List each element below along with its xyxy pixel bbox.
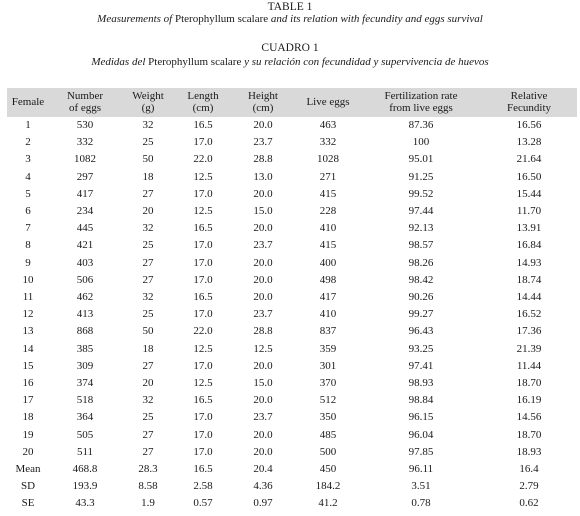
table-cell: 14	[22, 342, 34, 355]
table-cell: 837	[319, 325, 337, 338]
table-cell: SD	[20, 480, 36, 493]
table-cell: 410	[319, 308, 337, 321]
table-cell: 23.7	[253, 239, 273, 252]
table-row	[7, 409, 577, 426]
table-row	[7, 220, 577, 237]
table-cell: 20.0	[253, 359, 273, 372]
table-cell: 43.3	[75, 497, 95, 510]
measurements-table	[7, 88, 577, 513]
column-header-line1: Weight	[132, 89, 164, 102]
table-cell: 374	[76, 377, 94, 390]
table-cell: 32	[142, 222, 154, 235]
table-cell: 2.79	[519, 480, 539, 493]
table-cell: 50	[142, 153, 154, 166]
table-cell: 1.9	[141, 497, 155, 510]
table-row	[7, 117, 577, 134]
table-cell: 403	[76, 256, 94, 269]
table-cell: 271	[319, 170, 337, 183]
table-cell: 498	[319, 273, 337, 286]
table-cell: 96.15	[408, 411, 434, 424]
table-cell: 87.36	[408, 119, 434, 131]
table-row	[7, 134, 577, 151]
table-cell: 193.9	[72, 480, 98, 493]
table-cell: 1082	[74, 153, 96, 166]
table-title-english	[0, 13, 580, 26]
table-cell: 4	[25, 170, 31, 183]
column-header	[231, 88, 295, 117]
table-cell: 332	[319, 136, 337, 149]
table-cell: 100	[412, 136, 430, 149]
table-cell: 500	[319, 445, 337, 458]
table-cell: 17	[22, 394, 34, 407]
table-cell: 13.91	[516, 222, 542, 235]
table-cell: 350	[319, 411, 337, 424]
column-header-line2: (cm)	[252, 102, 274, 114]
table-cell: 17.0	[193, 273, 213, 286]
table-cell: 99.52	[408, 187, 434, 200]
table-cell: 15.0	[253, 377, 273, 390]
table-cell: 16.5	[193, 291, 213, 304]
table-cell: 0.62	[519, 497, 539, 510]
table-cell: 22.0	[193, 325, 213, 338]
table-cell: 2.58	[193, 480, 213, 493]
table-cell: 20.0	[253, 445, 273, 458]
table-cell: Mean	[15, 463, 41, 476]
table-cell: 20.0	[253, 291, 273, 304]
table-cell: 301	[319, 359, 337, 372]
table-cell: 1028	[317, 153, 339, 166]
table-cell: 27	[142, 428, 154, 441]
column-header-line1: Fertilization rate	[384, 89, 458, 102]
table-cell: 11.70	[516, 205, 542, 218]
table-cell: 18.70	[516, 377, 542, 390]
table-cell: 41.2	[318, 497, 338, 510]
table-cell: 97.44	[408, 205, 434, 218]
table-cell: 16.50	[516, 170, 542, 183]
table-cell: 27	[142, 187, 154, 200]
table-label: TABLE 1	[267, 1, 313, 13]
table-row	[7, 306, 577, 323]
table-cell: 20.0	[253, 119, 273, 131]
table-cell: 27	[142, 256, 154, 269]
table-row	[7, 461, 577, 478]
table-cell: 12	[22, 308, 34, 321]
column-header-line1: Relative	[510, 89, 548, 102]
table-cell: 3	[25, 153, 31, 166]
table-cell: 98.42	[408, 273, 434, 286]
table-row	[7, 186, 577, 203]
table-cell: 20.0	[253, 222, 273, 235]
table-cell: 10	[22, 273, 34, 286]
table-cell: 25	[142, 136, 154, 149]
table-cell: 16.5	[193, 119, 213, 131]
table-cell: 98.93	[408, 377, 434, 390]
table-cell: 463	[319, 119, 337, 131]
table-row	[7, 444, 577, 461]
table-cell: 18	[22, 411, 34, 424]
table-cell: 410	[319, 222, 337, 235]
table-cell: 9	[25, 256, 31, 269]
table-cell: 13.0	[253, 170, 273, 183]
table-cell: 96.43	[408, 325, 434, 338]
table-cell: 95.01	[408, 153, 434, 166]
table-cell: 415	[319, 239, 337, 252]
table-cell: 96.04	[408, 428, 434, 441]
column-header	[175, 88, 231, 117]
table-cell: 15	[22, 359, 34, 372]
table-cell: 364	[76, 411, 94, 424]
table-cell: 92.13	[408, 222, 434, 235]
column-header	[481, 88, 577, 117]
table-cell: 16.4	[519, 463, 539, 476]
table-cell: 385	[76, 342, 94, 355]
table-cell: 91.25	[408, 170, 434, 183]
table-cell: 20	[142, 205, 154, 218]
table-cell: 27	[142, 445, 154, 458]
table-title-spanish	[0, 56, 580, 69]
table-cell: 518	[76, 394, 94, 407]
header-row	[7, 88, 577, 117]
table-cell: 1	[25, 119, 31, 131]
table-cell: 415	[319, 187, 337, 200]
column-header-line2: from live eggs	[389, 102, 453, 114]
title-species: Pterophyllum scalare	[174, 13, 269, 25]
table-cell: 468.8	[72, 463, 98, 476]
column-header-line1: Female	[11, 95, 45, 108]
table-cell: 32	[142, 394, 154, 407]
column-header-line1: Live eggs	[306, 95, 350, 108]
table-cell: 17.0	[193, 239, 213, 252]
table-cell: 450	[319, 463, 337, 476]
table-row	[7, 272, 577, 289]
table-cell: 50	[142, 325, 154, 338]
table-cell: 2	[25, 136, 31, 149]
table-cell: 17.0	[193, 428, 213, 441]
table-cell: 25	[142, 239, 154, 252]
table-cell: 28.8	[253, 325, 273, 338]
table-cell: 18	[142, 170, 154, 183]
column-header	[121, 88, 175, 117]
table-cell: 96.11	[408, 463, 434, 476]
table-cell: 17.0	[193, 411, 213, 424]
table-cell: 6	[25, 205, 31, 218]
table-cell: 184.2	[315, 480, 341, 493]
table-cell: 14.44	[516, 291, 542, 304]
table-cell: 13.28	[516, 136, 542, 149]
table-cell: 16	[22, 377, 34, 390]
title-after: and its relation with fecundity and eggs survival	[268, 13, 483, 25]
table-cell: 309	[76, 359, 94, 372]
table-body	[7, 117, 577, 513]
table-cell: 98.26	[408, 256, 434, 269]
table-cell: 400	[319, 256, 337, 269]
table-cell: 13	[22, 325, 34, 338]
table-cell: 99.27	[408, 308, 434, 321]
table-cell: 90.26	[408, 291, 434, 304]
table-row	[7, 203, 577, 220]
table-cell: 413	[76, 308, 94, 321]
title-before: Measurements of	[97, 13, 175, 25]
titulo-species: Pterophyllum scalare	[148, 56, 242, 68]
table-cell: 18.70	[516, 428, 542, 441]
table-cell: 17.0	[193, 256, 213, 269]
table-cell: 20.0	[253, 187, 273, 200]
table-cell: 23.7	[253, 411, 273, 424]
table-cell: 20.0	[253, 273, 273, 286]
table-cell: 530	[76, 119, 94, 131]
column-header-line2: (cm)	[192, 102, 214, 114]
titulo-before: Medidas del	[91, 56, 149, 68]
table-cell: 506	[76, 273, 94, 286]
table-cell: 332	[76, 136, 94, 149]
table-cell: 417	[76, 187, 94, 200]
table-cell: 22.0	[193, 153, 213, 166]
column-header	[49, 88, 121, 117]
table-cell: 11	[22, 291, 34, 304]
table-cell: 17.0	[193, 136, 213, 149]
column-header	[361, 88, 481, 117]
table-cell: 19	[22, 428, 34, 441]
table-cell: 27	[142, 359, 154, 372]
table-cell: 485	[319, 428, 337, 441]
table-cell: 17.0	[193, 359, 213, 372]
table-row	[7, 341, 577, 358]
table-cell: 21.39	[516, 342, 542, 355]
table-row	[7, 237, 577, 254]
table-row	[7, 427, 577, 444]
table-cell: 8	[25, 239, 31, 252]
table-cell: 16.5	[193, 394, 213, 407]
table-row	[7, 478, 577, 495]
cuadro-label: CUADRO 1	[261, 42, 319, 54]
table-row	[7, 255, 577, 272]
column-header-line1: Number	[66, 89, 104, 102]
table-cell: 27	[142, 273, 154, 286]
table-cell: 11.44	[516, 359, 542, 372]
column-header	[295, 88, 361, 117]
table-cell: 512	[319, 394, 337, 407]
table-cell: 20	[22, 445, 34, 458]
table-cell: 15.0	[253, 205, 273, 218]
table-row	[7, 392, 577, 409]
table-header	[7, 88, 577, 117]
table-cell: 28.3	[138, 463, 158, 476]
table-cell: 18	[142, 342, 154, 355]
table-row	[7, 289, 577, 306]
table-cell: 12.5	[193, 342, 213, 355]
table-cell: 16.5	[193, 463, 213, 476]
table-cell: 25	[142, 411, 154, 424]
table-cell: 14.56	[516, 411, 542, 424]
table-cell: 417	[319, 291, 337, 304]
table-cell: 370	[319, 377, 337, 390]
table-cell: 5	[25, 187, 31, 200]
table-cell: 421	[76, 239, 94, 252]
table-cell: 18.93	[516, 445, 542, 458]
table-cell: 462	[76, 291, 94, 304]
table-row	[7, 495, 577, 512]
table-cell: 32	[142, 119, 154, 131]
column-header	[7, 88, 49, 117]
table-cell: 16.5	[193, 222, 213, 235]
table-cell: 228	[319, 205, 337, 218]
table-cell: 20.0	[253, 394, 273, 407]
table-cell: 12.5	[193, 205, 213, 218]
table-cell: 97.41	[408, 359, 434, 372]
table-row	[7, 169, 577, 186]
table-cell: 18.74	[516, 273, 542, 286]
table-row	[7, 151, 577, 168]
table-cell: 17.0	[193, 187, 213, 200]
table-cell: 98.57	[408, 239, 434, 252]
table-cell: 97.85	[408, 445, 434, 458]
titulo-after: y su relación con fecundidad y supervivencia de huevos	[241, 56, 489, 68]
table-cell: 20	[142, 377, 154, 390]
table-cell: 21.64	[516, 153, 542, 166]
table-cell: 445	[76, 222, 94, 235]
table-cell: 868	[76, 325, 94, 338]
table-cell: 16.56	[516, 119, 542, 131]
table-cell: 234	[76, 205, 94, 218]
table-cell: 12.5	[193, 377, 213, 390]
table-cell: 297	[76, 170, 94, 183]
table-cell: 4.36	[253, 480, 273, 493]
table-cell: 16.52	[516, 308, 542, 321]
table-cell: 23.7	[253, 136, 273, 149]
table-cell: 20.0	[253, 256, 273, 269]
column-header-line1: Length	[187, 89, 219, 102]
table-cell: 16.84	[516, 239, 542, 252]
table-row	[7, 323, 577, 340]
table-row	[7, 358, 577, 375]
table-cell: 505	[76, 428, 94, 441]
table-cell: 17.0	[193, 308, 213, 321]
table-cell: 20.0	[253, 428, 273, 441]
table-cell: 17.36	[516, 325, 542, 338]
table-cell: 25	[142, 308, 154, 321]
table-cell: 359	[319, 342, 337, 355]
table-cell: 20.4	[253, 463, 273, 476]
table-cell: 0.97	[253, 497, 273, 510]
table-cell: 15.44	[516, 187, 542, 200]
column-header-line2: of eggs	[68, 102, 102, 114]
table-cell: 8.58	[138, 480, 158, 493]
table-row	[7, 375, 577, 392]
table-cell: SE	[21, 497, 35, 510]
table-cell: 28.8	[253, 153, 273, 166]
table-cell: 93.25	[408, 342, 434, 355]
table-cell: 16.19	[516, 394, 542, 407]
table-cell: 23.7	[253, 308, 273, 321]
table-cell: 32	[142, 291, 154, 304]
table-cell: 14.93	[516, 256, 542, 269]
table-cell: 98.84	[408, 394, 434, 407]
table-cell: 12.5	[253, 342, 273, 355]
table-cell: 0.57	[193, 497, 213, 510]
column-header-line2: Fecundity	[507, 102, 551, 114]
table-cell: 17.0	[193, 445, 213, 458]
table-cell: 3.51	[411, 480, 431, 493]
column-header-line1: Height	[248, 89, 278, 102]
table-cell: 12.5	[193, 170, 213, 183]
table-cell: 511	[76, 445, 94, 458]
column-header-line2: (g)	[141, 102, 155, 114]
table-cell: 0.78	[411, 497, 431, 510]
table-cell: 7	[25, 222, 31, 235]
